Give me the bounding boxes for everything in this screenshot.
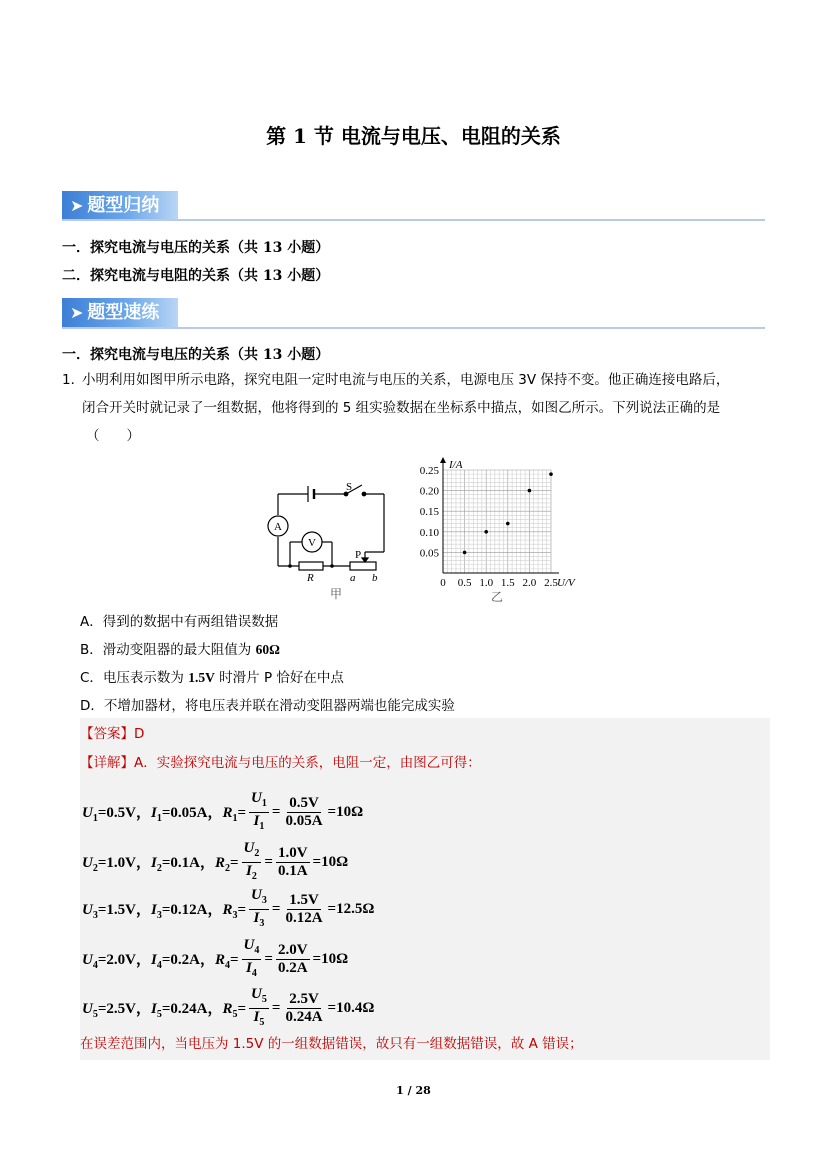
y-tick-label: 0.20 <box>419 485 439 498</box>
y-axis-label: I/A <box>449 459 463 471</box>
conclusion-line: 在误差范围内，当电压为 1.5V 的一组数据错误，故只有一组数据错误，故 A 错误； <box>80 1036 583 1052</box>
formula-row: $U_3=1.5V$，$I_3=0.12A$，$R_3=$ $\frac{U_3}{I_3}$ = $\frac{1.5V}{0.12A}$ =12.5Ω <box>82 887 375 929</box>
section-banner-summary <box>62 191 178 221</box>
x-tick-label: 2.5 <box>544 577 558 589</box>
divider <box>62 327 765 329</box>
detail-line: 【详解】A．实验探究电流与电压的关系，电阻一定，由图乙可得： <box>80 755 481 771</box>
data-point <box>549 472 553 476</box>
banner-label: 题型归纳 <box>87 195 160 216</box>
banner-label: 题型速练 <box>87 302 160 323</box>
chart-ticks <box>420 465 559 589</box>
figure-caption-jia: 甲 <box>330 587 343 601</box>
voltmeter-label: V <box>308 537 316 549</box>
x-tick-label: 1.0 <box>479 577 494 589</box>
option-b: B．滑动变阻器的最大阻值为 60Ω <box>80 642 280 658</box>
toc-item-2[interactable]: 二．探究电流与电阻的关系（共 13 小题） <box>62 268 330 284</box>
end-a-label: a <box>350 572 356 584</box>
page-title: 第 1 节 电流与电压、电阻的关系 <box>266 124 561 148</box>
question-line-3: （ ） <box>86 428 140 444</box>
x-tick-label: 0.5 <box>457 577 472 589</box>
toc-item-1[interactable]: 一．探究电流与电压的关系（共 13 小题） <box>62 240 330 256</box>
option-a: A．得到的数据中有两组错误数据 <box>80 614 279 630</box>
y-axis-arrow <box>440 457 446 463</box>
divider <box>62 219 765 221</box>
question-line-1: 小明利用如图甲所示电路，探究电阻一定时电流与电压的关系，电源电压 3V 保持不变。他正确连接电路后， <box>82 372 730 388</box>
circuit-diagram <box>260 470 395 605</box>
data-point <box>463 551 467 555</box>
formula-row: $U_1=0.5V$，$I_1=0.05A$，$R_1=$ $\frac{U_1}{I_1}$ = $\frac{0.5V}{0.05A}$ =10Ω <box>82 790 364 832</box>
iu-graph <box>410 455 595 605</box>
switch-label: S <box>346 481 353 493</box>
arrow-icon: ➤ <box>70 196 84 215</box>
data-point <box>484 530 488 534</box>
option-d: D．不增加器材，将电压表并联在滑动变阻器两端也能完成实验 <box>80 698 455 714</box>
y-tick-label: 0.10 <box>419 526 439 539</box>
question-number: 1． <box>62 372 85 388</box>
x-tick-label: 2.0 <box>522 577 537 589</box>
answer-line: 【答案】D <box>80 726 145 742</box>
resistor-label: R <box>307 572 314 584</box>
data-point <box>528 489 532 493</box>
data-point <box>506 522 510 526</box>
x-tick-label: 0 <box>440 577 446 589</box>
formula-row: $U_2=1.0V$，$I_2=0.1A$，$R_2=$ $\frac{U_2}{I_2}$ = $\frac{1.0V}{0.1A}$ =10Ω <box>82 840 349 882</box>
y-tick-label: 0.15 <box>419 506 439 519</box>
figure-caption-yi: 乙 <box>491 590 504 604</box>
section-heading: 一．探究电流与电压的关系（共 13 小题） <box>62 347 330 363</box>
option-c: C．电压表示数为 1.5V 时滑片 P 恰好在中点 <box>80 670 344 686</box>
formula-row: $U_5=2.5V$，$I_5=0.24A$，$R_5=$ $\frac{U_5}{I_5}$ = $\frac{2.5V}{0.24A}$ =10.4Ω <box>82 986 375 1028</box>
rheostat-symbol <box>350 562 376 570</box>
section-banner-practice <box>62 298 178 328</box>
ammeter-label: A <box>274 521 282 533</box>
resistor-symbol <box>299 562 323 570</box>
slider-label: P <box>355 549 362 561</box>
question-line-2: 闭合开关时就记录了一组数据，他将得到的 5 组实验数据在坐标系中描点，如图乙所示。下列说法正确的是 <box>82 400 721 416</box>
x-tick-label: 1.5 <box>500 577 515 589</box>
arrow-icon: ➤ <box>70 303 84 322</box>
chart-grid <box>443 470 551 573</box>
formula-row: $U_4=2.0V$，$I_4=0.2A$，$R_4=$ $\frac{U_4}{I_4}$ = $\frac{2.0V}{0.2A}$ =10Ω <box>82 937 349 979</box>
page-number: 1 / 28 <box>396 1084 431 1097</box>
x-axis-label: U/V <box>557 577 575 589</box>
end-b-label: b <box>372 572 378 584</box>
y-tick-label: 0.05 <box>419 547 439 560</box>
y-tick-label: 0.25 <box>419 465 439 477</box>
